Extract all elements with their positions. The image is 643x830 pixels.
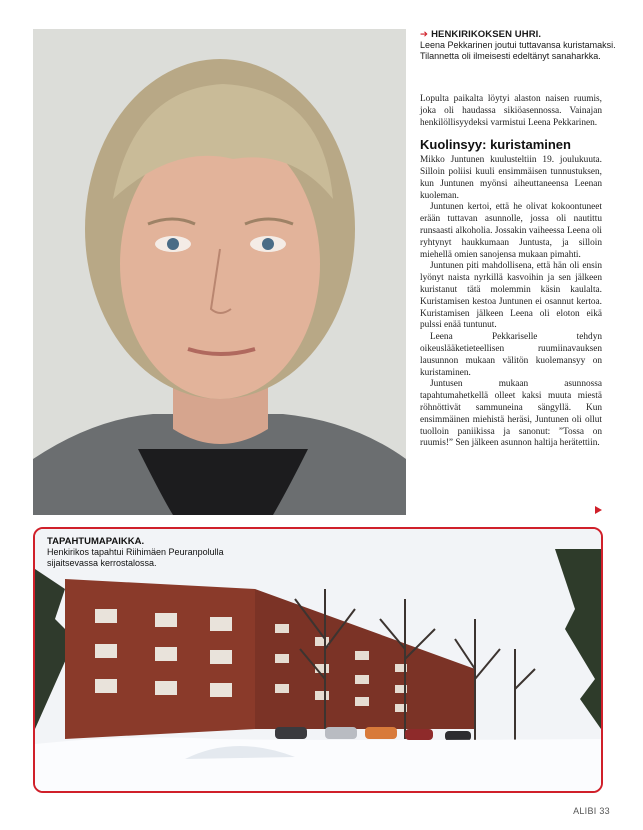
article-subheading: Kuolinsyy: kuristaminen — [420, 137, 571, 153]
portrait-caption-text: Leena Pekkarinen joutui tuttavansa kuristamaksi. Tilannetta oli ilmeisesti edeltänyt sanaharkka. — [420, 40, 616, 61]
victim-portrait-photo — [33, 29, 406, 515]
article-paragraph: Juntusen mukaan asunnossa tapahtumahetkellä olleet kaksi muuta miestä röhnöttivät sammuneina sängyllä. Kun ensimmäinen miehistä heräsi, Juntunen oli ollut tuolloin paniikissa ja sanonut: ”Tossa on ruumis!” Sen jälkeen asunnon haltija herätettiin. — [420, 379, 602, 449]
article-paragraph: Juntunen piti mahdollisena, että hän oli ensin lyönyt naista nyrkillä kasvoihin ja sen jälkeen kuristanut tätä molemmin käsin kaulalta. Kuristamisen kestoa Juntunen ei osannut kertoa. Kuristamisen jälkeen Leena oli eloton eikä pulssi enää tuntunut. — [420, 261, 602, 331]
left-arrow-icon: ➔ — [420, 29, 429, 40]
article-intro: Lopulta paikalta löytyi alaston naisen ruumis, joka oli haudassa sikiöasennossa. Vainajan henkilöllisyydeksi varmistui Leena Pekkarinen. — [420, 94, 602, 128]
portrait-caption — [420, 29, 620, 62]
scene-caption-text: Henkirikos tapahtui Riihimäen Peuranpolulla sijaitsevassa kerrostalossa. — [47, 547, 224, 568]
scene-caption-heading: TAPAHTUMAPAIKKA. — [47, 536, 145, 547]
crime-scene-photo-frame — [33, 527, 603, 793]
article-paragraph: Juntunen kertoi, että he olivat kokoontuneet erään tuttavan asunnolle, jossa oli nautittu runsaasti alkoholia. Jossakin vaiheessa Leena oli ryhtynyt haukkumaan Juntusta, ja silloin miehellä omien sanojensa mukaan pimahti. — [420, 202, 602, 260]
article-paragraph: Mikko Juntunen kuulusteltiin 19. joulukuuta. Silloin poliisi kuuli ensimmäisen tunnustuksen, kun Juntunen myönsi aiheuttaneensa Leenan kuoleman. — [420, 155, 602, 201]
portrait-caption-heading-text: HENKIRIKOKSEN UHRI. — [431, 29, 542, 40]
scene-caption — [47, 536, 277, 569]
article-paragraph: Leena Pekkariselle tehdyn oikeuslääketieteellisen ruumiinavauksen lausunnon mukaan välitön kuolemansyy on kuristaminen. — [420, 332, 602, 378]
end-of-article-marker-icon — [595, 506, 602, 514]
portrait-caption-heading — [420, 29, 620, 40]
article-body — [420, 94, 602, 450]
page-folio: ALIBI 33 — [573, 806, 610, 816]
